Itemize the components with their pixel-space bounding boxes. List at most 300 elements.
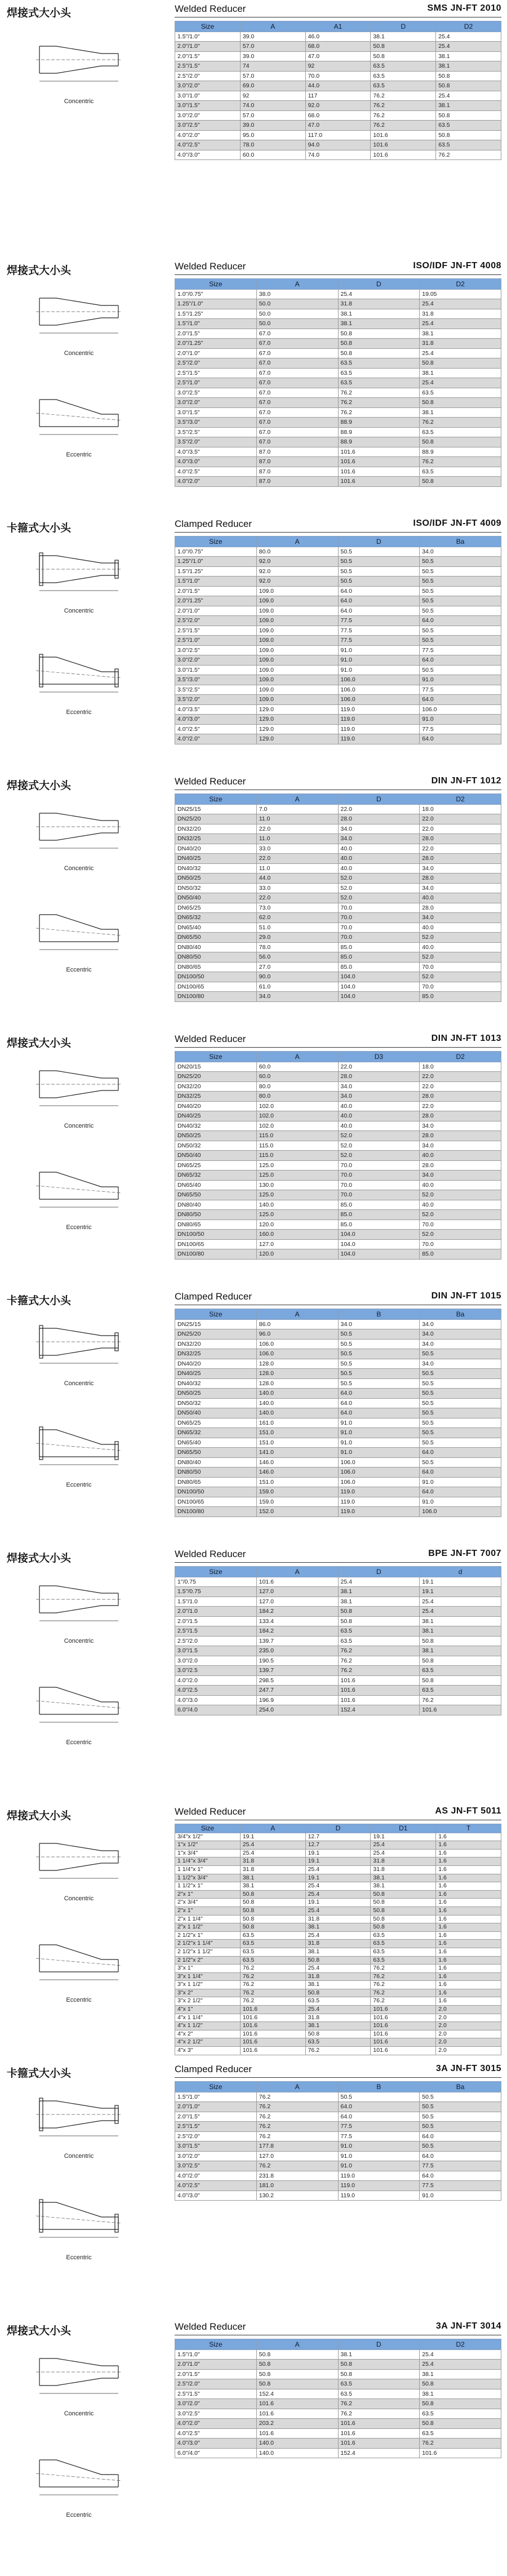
table-cell: 125.0 — [256, 1190, 338, 1200]
table-cell: 85.0 — [420, 1249, 501, 1260]
table-cell: 77.5 — [420, 724, 501, 734]
table-cell: 109.0 — [256, 645, 338, 655]
spec-panel — [175, 0, 501, 258]
table-header-row — [175, 2339, 501, 2350]
table-cell: 68.0 — [305, 42, 371, 52]
product-type-title: 焊接式大小头 — [7, 265, 72, 277]
table-row — [175, 606, 501, 616]
table-row — [175, 1220, 501, 1230]
table-cell: 101.6 — [256, 2428, 338, 2438]
table-cell: 102.0 — [256, 1101, 338, 1111]
spec-panel — [175, 258, 501, 515]
table-cell: 40.0 — [338, 863, 420, 874]
table-cell: 1.6 — [436, 1972, 501, 1981]
table-cell: 63.5 — [371, 1956, 436, 1965]
table-cell: 2.0"/1.5" — [175, 2369, 257, 2379]
table-cell: 128.0 — [256, 1359, 338, 1369]
table-cell: 28.0 — [420, 1131, 501, 1141]
table-cell: DN80/65 — [175, 1220, 257, 1230]
table-cell: 38.1 — [420, 2369, 501, 2379]
table-cell: 181.0 — [256, 2181, 338, 2191]
table-cell: 139.7 — [256, 1636, 338, 1646]
table-cell: 3.0"/2.5" — [175, 121, 241, 131]
table-row — [175, 962, 501, 972]
table-cell: 190.5 — [256, 1656, 338, 1666]
table-cell: 63.5 — [420, 1666, 501, 1676]
table-cell: 4.0"/2.5" — [175, 140, 241, 150]
table-cell: 101.6 — [371, 2047, 436, 2055]
table-cell: 50.8 — [256, 2379, 338, 2389]
table-cell: 3.0"/2.0 — [175, 1656, 257, 1666]
table-row — [175, 913, 501, 923]
section-header — [175, 1288, 501, 1305]
reducer-diagram — [0, 793, 169, 1030]
table-cell: DN65/50 — [175, 1448, 257, 1458]
column-header: A — [256, 794, 338, 805]
table-cell: 25.4 — [420, 1597, 501, 1607]
table-cell: 50.5 — [420, 1457, 501, 1467]
table-cell: 63.5 — [371, 1948, 436, 1956]
table-row — [175, 1467, 501, 1478]
table-cell: DN65/50 — [175, 1190, 257, 1200]
table-cell: 50.5 — [420, 1418, 501, 1428]
table-cell: 64.0 — [420, 2171, 501, 2181]
table-cell: 50.0 — [256, 319, 338, 329]
table-cell: 46.0 — [305, 32, 371, 42]
product-section — [0, 1288, 507, 1545]
table-cell: 106.0 — [338, 1457, 420, 1467]
table-row — [175, 388, 501, 398]
table-cell: 1.6 — [436, 1841, 501, 1850]
table-cell: DN40/20 — [175, 844, 257, 854]
table-cell: 67.0 — [256, 388, 338, 398]
table-cell: 67.0 — [256, 358, 338, 369]
column-header: D2 — [436, 21, 501, 32]
table-cell: 120.0 — [256, 1220, 338, 1230]
table-cell: 146.0 — [256, 1467, 338, 1478]
table-cell: 63.5 — [240, 1940, 305, 1948]
table-cell: 38.1 — [305, 1948, 371, 1956]
table-cell: 231.8 — [256, 2171, 338, 2181]
table-cell: 2.0"/1.25" — [175, 596, 257, 606]
table-row — [175, 1940, 501, 1948]
table-cell: 160.0 — [256, 1230, 338, 1240]
table-cell: 91.0 — [338, 2161, 420, 2171]
section-header — [175, 1803, 501, 1820]
table-cell: 25.4 — [305, 1865, 371, 1874]
table-cell: 2.5"/1.5" — [175, 2122, 257, 2132]
table-cell: 74.0 — [240, 101, 305, 111]
table-row — [175, 972, 501, 982]
table-cell: 50.5 — [338, 577, 420, 587]
table-cell: 64.0 — [420, 655, 501, 666]
table-cell: 50.0 — [256, 309, 338, 319]
concentric-label: Concentric — [64, 608, 94, 614]
table-cell: 63.5 — [338, 378, 420, 388]
table-header-row — [175, 1309, 501, 1320]
table-cell: 50.8 — [371, 1899, 436, 1907]
table-cell: 152.0 — [256, 1507, 338, 1517]
table-row — [175, 2112, 501, 2122]
table-cell: 76.2 — [371, 110, 436, 121]
spec-panel — [175, 773, 501, 1030]
spec-panel — [175, 2060, 501, 2318]
table-cell: 101.6 — [240, 2030, 305, 2038]
table-cell: 101.6 — [338, 457, 420, 467]
table-cell: 104.0 — [338, 1249, 420, 1260]
table-cell: DN65/40 — [175, 1438, 257, 1448]
table-row — [175, 1428, 501, 1438]
table-cell: 1.5"/1.0" — [175, 577, 257, 587]
table-cell: 70.0 — [305, 71, 371, 81]
table-cell: 1.6 — [436, 1899, 501, 1907]
table-cell: 184.2 — [256, 1607, 338, 1617]
table-cell: DN100/65 — [175, 1239, 257, 1249]
table-cell: 1 1/4"x 3/4" — [175, 1857, 241, 1866]
table-cell: 50.8 — [420, 1636, 501, 1646]
table-cell: 2.5"/1.5" — [175, 368, 257, 378]
table-row — [175, 1882, 501, 1891]
table-cell: 101.6 — [371, 140, 436, 150]
table-cell: 69.0 — [240, 81, 305, 91]
table-cell: 85.0 — [338, 962, 420, 972]
table-cell: 76.2 — [338, 2399, 420, 2409]
table-cell: 28.0 — [420, 834, 501, 844]
table-cell: 22.0 — [420, 844, 501, 854]
reducer-diagram — [0, 20, 169, 257]
standard-code: ISO/IDF JN-FT 4009 — [413, 518, 501, 528]
product-section — [0, 515, 507, 773]
product-name: Welded Reducer — [175, 261, 246, 272]
table-cell: 50.5 — [420, 1369, 501, 1379]
table-cell: 63.5 — [305, 2038, 371, 2047]
table-cell: 50.8 — [420, 2419, 501, 2429]
table-cell: 2.0"/1.0" — [175, 348, 257, 358]
table-row — [175, 804, 501, 814]
table-cell: 31.8 — [371, 1857, 436, 1866]
table-row — [175, 2181, 501, 2191]
spec-panel — [175, 1545, 501, 1803]
table-row — [175, 557, 501, 567]
column-header: D2 — [420, 794, 501, 805]
table-row — [175, 1438, 501, 1448]
product-type-title: 焊接式大小头 — [7, 2325, 72, 2337]
table-cell: 76.2 — [420, 457, 501, 467]
spec-panel — [175, 1288, 501, 1545]
table-cell: 80.0 — [256, 547, 338, 557]
table-row — [175, 1997, 501, 2006]
table-cell: 31.8 — [240, 1857, 305, 1866]
column-header: Ba — [420, 2082, 501, 2092]
table-cell: 78.0 — [256, 942, 338, 952]
table-cell: 19.1 — [420, 1577, 501, 1587]
table-row — [175, 467, 501, 477]
table-row — [175, 1587, 501, 1597]
table-cell: 31.8 — [420, 309, 501, 319]
table-cell: 67.0 — [256, 418, 338, 428]
table-cell: DN40/25 — [175, 854, 257, 864]
table-row — [175, 2419, 501, 2429]
table-cell: 92 — [305, 61, 371, 72]
table-cell: 91.0 — [338, 1428, 420, 1438]
standard-code: 3A JN-FT 3014 — [435, 2321, 501, 2331]
eccentric-reducer-drawing — [36, 2200, 122, 2237]
table-cell: 34.0 — [338, 834, 420, 844]
table-cell: 38.1 — [338, 319, 420, 329]
table-cell: 3.0"/2.0" — [175, 2399, 257, 2409]
table-cell: 76.2 — [371, 101, 436, 111]
table-cell: 2 1/2"x 1 1/4" — [175, 1940, 241, 1948]
table-cell: DN80/50 — [175, 952, 257, 963]
table-cell: 50.5 — [338, 1378, 420, 1389]
table-cell: 22.0 — [338, 1062, 420, 1072]
table-cell: 38.1 — [240, 1882, 305, 1891]
product-type-title: 卡箍式大小头 — [7, 2068, 72, 2080]
table-cell: 3.5"/2.5" — [175, 685, 257, 695]
column-header: D — [338, 279, 420, 290]
concentric-label: Concentric — [64, 1895, 94, 1902]
table-cell: 50.8 — [338, 1616, 420, 1626]
diagram-panel — [0, 1545, 169, 1803]
table-cell: 70.0 — [338, 903, 420, 913]
table-row — [175, 1899, 501, 1907]
table-cell: 4.0"/2.0" — [175, 477, 257, 487]
table-cell: 1.5"/1.0" — [175, 2349, 257, 2360]
table-cell: 4.0"/3.0 — [175, 1695, 257, 1705]
table-cell: 92.0 — [256, 557, 338, 567]
table-cell: 70.0 — [338, 1170, 420, 1181]
table-cell: 129.0 — [256, 734, 338, 744]
table-cell: DN50/25 — [175, 1389, 257, 1399]
table-cell: 67.0 — [256, 427, 338, 437]
spec-table — [175, 278, 501, 487]
table-row — [175, 1948, 501, 1956]
table-cell: 29.0 — [256, 933, 338, 943]
table-cell: 38.1 — [371, 1882, 436, 1891]
table-row — [175, 1857, 501, 1866]
table-cell: 19.1 — [371, 1833, 436, 1841]
table-cell: DN40/32 — [175, 863, 257, 874]
table-cell: 2.5"/2.0" — [175, 2379, 257, 2389]
table-cell: 119.0 — [338, 2181, 420, 2191]
table-row — [175, 1705, 501, 1715]
table-cell: 50.5 — [420, 636, 501, 646]
table-cell: 25.4 — [305, 1965, 371, 1973]
table-cell: 109.0 — [256, 616, 338, 626]
table-cell: 50.5 — [420, 1408, 501, 1418]
table-row — [175, 1141, 501, 1151]
column-header: A1 — [305, 21, 371, 32]
table-cell: 25.4 — [305, 1906, 371, 1915]
table-cell: 85.0 — [338, 942, 420, 952]
table-cell: 50.5 — [420, 665, 501, 675]
table-cell: 25.4 — [436, 42, 501, 52]
table-cell: 4.0"/3.5" — [175, 447, 257, 457]
table-cell: 70.0 — [420, 1239, 501, 1249]
product-section — [0, 0, 507, 258]
table-cell: 11.0 — [256, 814, 338, 824]
table-cell: 63.5 — [338, 2379, 420, 2389]
table-row — [175, 1646, 501, 1656]
table-cell: 50.5 — [420, 566, 501, 577]
column-header: D — [338, 537, 420, 547]
table-cell: 85.0 — [338, 1210, 420, 1220]
table-cell: 106.0 — [420, 1507, 501, 1517]
table-cell: 50.5 — [338, 1349, 420, 1359]
table-row — [175, 2360, 501, 2370]
concentric-reducer-drawing — [36, 298, 122, 333]
table-cell: 25.4 — [420, 2360, 501, 2370]
spec-table — [175, 793, 501, 1002]
table-cell: 50.8 — [305, 1956, 371, 1965]
table-cell: 25.4 — [420, 378, 501, 388]
column-header: Size — [175, 537, 257, 547]
table-cell: 101.6 — [338, 1695, 420, 1705]
table-cell: 50.5 — [420, 606, 501, 616]
table-cell: 50.5 — [420, 586, 501, 596]
table-cell: 4.0"/2.0" — [175, 2171, 257, 2181]
table-row — [175, 81, 501, 91]
table-cell: 1.6 — [436, 1981, 501, 1989]
table-cell: 2.5"/1.5" — [175, 61, 241, 72]
column-header: T — [436, 1824, 501, 1833]
table-cell: 76.2 — [256, 2122, 338, 2132]
table-row — [175, 2022, 501, 2030]
column-header: D — [371, 21, 436, 32]
table-cell: 2.0"/1.0" — [175, 2360, 257, 2370]
table-cell: 18.0 — [420, 804, 501, 814]
table-cell: DN65/50 — [175, 933, 257, 943]
table-cell: 3.5"/2.5" — [175, 427, 257, 437]
eccentric-reducer-drawing — [36, 2460, 122, 2495]
table-cell: 2.5"/1.5" — [175, 2389, 257, 2399]
column-header: Size — [175, 1824, 241, 1833]
table-cell: 1.25"/1.0" — [175, 299, 257, 309]
table-cell: 7.0 — [256, 804, 338, 814]
table-cell: 34.0 — [338, 1319, 420, 1329]
table-cell: 39.0 — [240, 32, 305, 42]
table-cell: 64.0 — [420, 734, 501, 744]
table-cell: 22.0 — [420, 1072, 501, 1082]
table-cell: 63.5 — [371, 71, 436, 81]
table-cell: 52.0 — [338, 893, 420, 903]
eccentric-reducer-drawing — [36, 1687, 122, 1722]
table-row — [175, 1111, 501, 1121]
table-row — [175, 71, 501, 81]
eccentric-label: Eccentric — [66, 1997, 92, 2003]
table-cell: DN100/50 — [175, 1230, 257, 1240]
table-cell: 52.0 — [420, 933, 501, 943]
table-cell: 109.0 — [256, 626, 338, 636]
table-cell: 52.0 — [420, 1210, 501, 1220]
table-cell: DN40/20 — [175, 1359, 257, 1369]
table-cell: 1.5"/1.0 — [175, 1597, 257, 1607]
table-cell: 140.0 — [256, 2448, 338, 2458]
table-row — [175, 2131, 501, 2142]
table-cell: 63.5 — [420, 2409, 501, 2419]
table-cell: 4"x 1 1/4" — [175, 2014, 241, 2022]
product-section — [0, 2060, 507, 2318]
table-cell: 76.2 — [338, 388, 420, 398]
table-cell: DN65/32 — [175, 1428, 257, 1438]
table-cell: 101.6 — [338, 467, 420, 477]
eccentric-label: Eccentric — [66, 1224, 92, 1231]
table-cell: DN100/80 — [175, 992, 257, 1002]
table-cell: 119.0 — [338, 704, 420, 715]
table-cell: 77.5 — [420, 685, 501, 695]
table-row — [175, 1319, 501, 1329]
product-name: Welded Reducer — [175, 776, 246, 787]
table-cell: 57.0 — [240, 42, 305, 52]
table-cell: 2.0"/1.0" — [175, 42, 241, 52]
product-name: Welded Reducer — [175, 1549, 246, 1559]
table-cell: 38.1 — [338, 309, 420, 319]
standard-code: 3A JN-FT 3015 — [435, 2064, 501, 2073]
table-cell: 38.1 — [436, 101, 501, 111]
table-row — [175, 150, 501, 160]
table-cell: 34.0 — [420, 1319, 501, 1329]
column-header: Size — [175, 279, 257, 290]
table-row — [175, 577, 501, 587]
column-header: d — [420, 1567, 501, 1577]
table-cell: 25.4 — [436, 91, 501, 101]
table-cell: 2.0 — [436, 2030, 501, 2038]
table-cell: 76.2 — [371, 1989, 436, 1997]
table-row — [175, 814, 501, 824]
table-row — [175, 329, 501, 339]
table-row — [175, 893, 501, 903]
table-row — [175, 626, 501, 636]
table-cell: 50.5 — [338, 1339, 420, 1349]
table-header-row — [175, 21, 501, 32]
product-type-title: 卡箍式大小头 — [7, 1295, 72, 1307]
column-header: D — [338, 2339, 420, 2350]
concentric-label: Concentric — [64, 98, 94, 105]
table-row — [175, 309, 501, 319]
table-cell: 101.6 — [256, 2399, 338, 2409]
table-cell: 151.0 — [256, 1438, 338, 1448]
table-row — [175, 1170, 501, 1181]
table-cell: 129.0 — [256, 704, 338, 715]
table-cell: 50.8 — [420, 398, 501, 408]
table-cell: 22.0 — [420, 814, 501, 824]
reducer-diagram — [0, 1566, 169, 1802]
table-cell: 87.0 — [256, 477, 338, 487]
table-row — [175, 1151, 501, 1161]
reducer-outline — [39, 400, 118, 427]
table-row — [175, 724, 501, 734]
table-cell: 40.0 — [338, 1121, 420, 1131]
concentric-reducer-drawing — [36, 1843, 122, 1878]
concentric-label: Concentric — [64, 1123, 94, 1129]
table-cell: 34.0 — [420, 1339, 501, 1349]
column-header: A — [256, 1052, 338, 1062]
table-cell: 31.8 — [305, 1915, 371, 1923]
table-cell: 50.8 — [420, 2399, 501, 2409]
table-cell: 40.0 — [420, 1180, 501, 1190]
table-cell: 96.0 — [256, 1329, 338, 1340]
table-cell: 57.0 — [240, 71, 305, 81]
table-cell: 40.0 — [338, 854, 420, 864]
table-row — [175, 1081, 501, 1092]
table-row — [175, 1972, 501, 1981]
table-cell: 52.0 — [338, 883, 420, 893]
table-cell: 67.0 — [256, 378, 338, 388]
table-row — [175, 952, 501, 963]
table-cell: 52.0 — [338, 1131, 420, 1141]
table-cell: 25.4 — [305, 1890, 371, 1899]
table-row — [175, 1981, 501, 1989]
